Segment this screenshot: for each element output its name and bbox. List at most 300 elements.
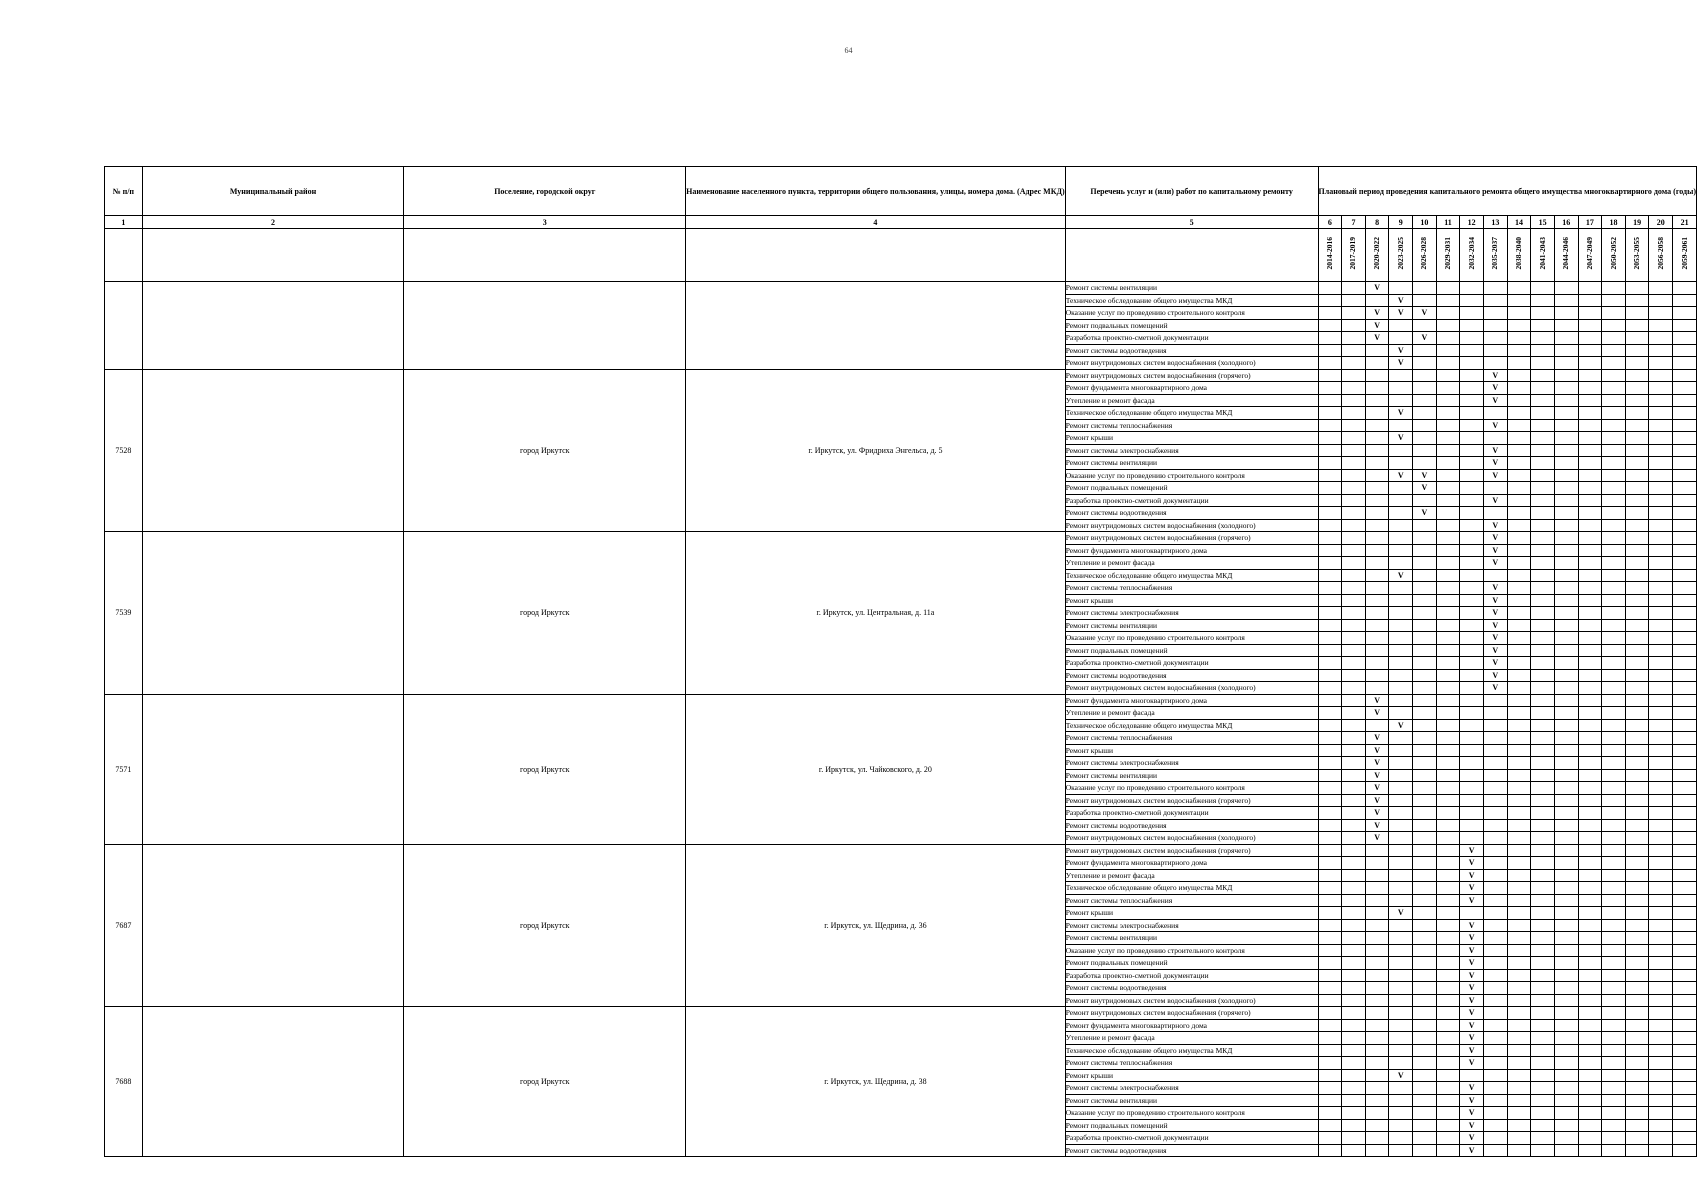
period-cell: [1625, 394, 1649, 407]
period-cell: [1507, 332, 1531, 345]
period-cell: [1554, 919, 1578, 932]
period-cell: [1649, 1119, 1673, 1132]
period-cell: [1436, 669, 1460, 682]
period-cell: [1484, 1132, 1508, 1145]
period-cell: [1578, 469, 1602, 482]
period-cell: [1436, 744, 1460, 757]
work-item: Ремонт внутридомовых систем водоснабжения (горячего): [1065, 794, 1318, 807]
period-cell: [1318, 944, 1342, 957]
period-cell: [1484, 344, 1508, 357]
period-cell: [1436, 332, 1460, 345]
column-number: 3: [404, 216, 686, 229]
column-number: 8: [1365, 216, 1389, 229]
period-cell: [1507, 944, 1531, 957]
period-cell: [1649, 294, 1673, 307]
period-cell: [1484, 707, 1508, 720]
work-item: Ремонт системы электроснабжения: [1065, 757, 1318, 770]
period-mark: V: [1365, 282, 1389, 295]
period-cell: [1649, 844, 1673, 857]
period-cell: [1484, 894, 1508, 907]
period-mark: V: [1365, 732, 1389, 745]
period-cell: [1649, 419, 1673, 432]
period-cell: [1342, 719, 1366, 732]
period-cell: [1365, 519, 1389, 532]
period-cell: [1436, 307, 1460, 320]
period-cell: [1673, 369, 1697, 382]
period-cell: [1649, 782, 1673, 795]
period-cell: [1578, 857, 1602, 870]
period-cell: [1578, 982, 1602, 995]
period-mark: V: [1365, 782, 1389, 795]
period-cell: [1507, 1069, 1531, 1082]
period-cell: [1554, 382, 1578, 395]
period-cell: [1413, 432, 1437, 445]
period-cell: [1602, 782, 1626, 795]
period-cell: [1625, 1032, 1649, 1045]
address-cell: г. Иркутск, ул. Чайковского, д. 20: [686, 694, 1066, 844]
period-cell: [1625, 332, 1649, 345]
period-cell: [1342, 407, 1366, 420]
period-cell: [1318, 1019, 1342, 1032]
period-cell: [1460, 369, 1484, 382]
period-cell: [1578, 932, 1602, 945]
period-cell: [1673, 307, 1697, 320]
period-cell: [1413, 657, 1437, 670]
period-cell: [1554, 844, 1578, 857]
period-cell: [1365, 532, 1389, 545]
period-mark: V: [1413, 482, 1437, 495]
period-cell: [1625, 357, 1649, 370]
column-number: 4: [686, 216, 1066, 229]
period-cell: [1649, 682, 1673, 695]
period-cell: [1602, 607, 1626, 620]
period-cell: [1342, 1044, 1366, 1057]
column-number: 2: [142, 216, 404, 229]
period-cell: [1649, 1144, 1673, 1157]
settlement-cell: город Иркутск: [404, 369, 686, 532]
period-cell: [1318, 632, 1342, 645]
period-cell: [1578, 569, 1602, 582]
period-cell: [1649, 519, 1673, 532]
work-item: Оказание услуг по проведению строительного контроля: [1065, 632, 1318, 645]
period-cell: [1484, 782, 1508, 795]
period-cell: [1413, 869, 1437, 882]
work-item: Ремонт внутридомовых систем водоснабжения (холодного): [1065, 357, 1318, 370]
period-cell: [1342, 994, 1366, 1007]
period-cell: [1625, 982, 1649, 995]
header-address: Наименование населенного пункта, территории общего пользования, улицы, номера дома. (Адрес МКД): [686, 167, 1066, 216]
period-cell: [1484, 1107, 1508, 1120]
period-cell: [1413, 944, 1437, 957]
period-cell: [1389, 944, 1413, 957]
period-label: 2017-2019: [1348, 236, 1358, 270]
period-cell: [1365, 632, 1389, 645]
period-cell: [1342, 632, 1366, 645]
period-cell: [1625, 907, 1649, 920]
period-cell: [1436, 582, 1460, 595]
settlement-cell: город Иркутск: [404, 1007, 686, 1157]
period-cell: [1389, 732, 1413, 745]
period-cell: [1460, 469, 1484, 482]
period-cell: [1484, 1007, 1508, 1020]
period-cell: [1531, 532, 1555, 545]
period-cell: [1484, 744, 1508, 757]
period-cell: [1625, 344, 1649, 357]
period-cell: [1389, 807, 1413, 820]
period-cell: [1531, 482, 1555, 495]
period-cell: [1460, 757, 1484, 770]
work-item: Ремонт системы теплоснабжения: [1065, 419, 1318, 432]
period-cell: [1318, 1069, 1342, 1082]
period-cell: [1413, 407, 1437, 420]
period-cell: [1413, 782, 1437, 795]
period-cell: [1507, 607, 1531, 620]
period-cell: [1413, 532, 1437, 545]
period-header: [1673, 229, 1697, 282]
table-row: [105, 1007, 1697, 1020]
period-cell: [1578, 1132, 1602, 1145]
period-cell: [1602, 632, 1626, 645]
period-mark: V: [1460, 857, 1484, 870]
period-mark: V: [1365, 769, 1389, 782]
period-cell: [1460, 594, 1484, 607]
period-cell: [1578, 732, 1602, 745]
period-cell: [1554, 1144, 1578, 1157]
period-cell: [1578, 307, 1602, 320]
period-cell: [1389, 1082, 1413, 1095]
period-cell: [1484, 794, 1508, 807]
period-cell: [1318, 507, 1342, 520]
period-cell: [1649, 919, 1673, 932]
period-cell: [1318, 819, 1342, 832]
period-cell: [1460, 407, 1484, 420]
period-cell: [1365, 1019, 1389, 1032]
period-cell: [1649, 482, 1673, 495]
period-cell: [1507, 1119, 1531, 1132]
period-cell: [1625, 532, 1649, 545]
column-number: 7: [1342, 216, 1366, 229]
period-cell: [1578, 832, 1602, 845]
period-cell: [1318, 369, 1342, 382]
period-cell: [1436, 732, 1460, 745]
period-cell: [1602, 982, 1626, 995]
period-cell: [1507, 669, 1531, 682]
period-cell: [1531, 982, 1555, 995]
period-cell: [1507, 1132, 1531, 1145]
period-mark: V: [1484, 519, 1508, 532]
period-cell: [1484, 1082, 1508, 1095]
work-item: Разработка проектно-сметной документации: [1065, 1132, 1318, 1145]
period-cell: [1531, 1032, 1555, 1045]
period-cell: [1554, 719, 1578, 732]
period-cell: [1554, 607, 1578, 620]
period-cell: [1507, 894, 1531, 907]
period-cell: [1554, 782, 1578, 795]
period-cell: [1602, 644, 1626, 657]
period-cell: [1389, 282, 1413, 295]
period-cell: [1602, 944, 1626, 957]
period-cell: [1389, 707, 1413, 720]
period-cell: [1413, 857, 1437, 870]
period-cell: [1460, 432, 1484, 445]
period-cell: [1602, 694, 1626, 707]
period-cell: [1554, 1094, 1578, 1107]
period-cell: [1389, 782, 1413, 795]
period-cell: [1436, 1044, 1460, 1057]
period-cell: [1554, 644, 1578, 657]
period-label: 2032-2034: [1466, 236, 1476, 270]
period-cell: [1578, 769, 1602, 782]
period-cell: [1389, 544, 1413, 557]
period-cell: [1318, 707, 1342, 720]
period-cell: [1531, 319, 1555, 332]
period-cell: [1436, 507, 1460, 520]
period-cell: [1673, 1007, 1697, 1020]
period-cell: [1507, 469, 1531, 482]
column-number: 13: [1484, 216, 1508, 229]
period-cell: [1413, 882, 1437, 895]
period-cell: [1318, 432, 1342, 445]
period-cell: [1484, 569, 1508, 582]
period-cell: [1578, 1019, 1602, 1032]
period-cell: [1318, 807, 1342, 820]
district-cell: [142, 844, 404, 1007]
column-number: 19: [1625, 216, 1649, 229]
period-cell: [1365, 657, 1389, 670]
work-item: Разработка проектно-сметной документации: [1065, 657, 1318, 670]
period-cell: [1436, 944, 1460, 957]
period-cell: [1484, 807, 1508, 820]
period-cell: [1318, 919, 1342, 932]
work-item: Ремонт системы вентиляции: [1065, 1094, 1318, 1107]
period-cell: [1673, 719, 1697, 732]
period-cell: [1460, 807, 1484, 820]
period-cell: [1625, 694, 1649, 707]
period-cell: [1484, 932, 1508, 945]
period-cell: [1389, 1144, 1413, 1157]
period-cell: [1436, 394, 1460, 407]
period-cell: [1531, 1082, 1555, 1095]
work-item: Ремонт системы теплоснабжения: [1065, 1057, 1318, 1070]
period-cell: [1460, 282, 1484, 295]
period-cell: [1342, 982, 1366, 995]
period-cell: [1318, 482, 1342, 495]
period-cell: [1413, 819, 1437, 832]
period-cell: [1342, 1094, 1366, 1107]
period-label: 2023-2025: [1395, 236, 1405, 270]
period-cell: [1673, 907, 1697, 920]
period-cell: [1554, 282, 1578, 295]
period-cell: [1673, 994, 1697, 1007]
period-cell: [1365, 507, 1389, 520]
period-cell: [1318, 794, 1342, 807]
period-cell: [1554, 869, 1578, 882]
period-cell: [1507, 907, 1531, 920]
period-cell: [1413, 994, 1437, 1007]
period-cell: [1602, 357, 1626, 370]
period-cell: [1436, 357, 1460, 370]
period-cell: [1436, 1007, 1460, 1020]
period-header: [1318, 229, 1342, 282]
period-cell: [1460, 732, 1484, 745]
period-cell: [1602, 532, 1626, 545]
period-cell: [1460, 819, 1484, 832]
period-cell: [1578, 1107, 1602, 1120]
period-cell: [1365, 957, 1389, 970]
period-cell: [1342, 457, 1366, 470]
period-cell: [1365, 1082, 1389, 1095]
period-cell: [1389, 594, 1413, 607]
period-cell: [1389, 1132, 1413, 1145]
period-cell: [1602, 894, 1626, 907]
column-number: 14: [1507, 216, 1531, 229]
period-cell: [1578, 457, 1602, 470]
house-number: 7688: [105, 1007, 143, 1157]
period-cell: [1602, 619, 1626, 632]
period-cell: [1602, 1107, 1626, 1120]
district-cell: [142, 282, 404, 370]
work-item: Техническое обследование общего имущества МКД: [1065, 882, 1318, 895]
table-row: [105, 369, 1697, 382]
work-item: Техническое обследование общего имущества МКД: [1065, 719, 1318, 732]
period-cell: [1625, 319, 1649, 332]
period-cell: [1389, 919, 1413, 932]
period-cell: [1578, 557, 1602, 570]
period-cell: [1507, 294, 1531, 307]
period-cell: [1578, 1007, 1602, 1020]
district-cell: [142, 1007, 404, 1157]
period-cell: [1342, 394, 1366, 407]
period-cell: [1318, 682, 1342, 695]
period-mark: V: [1460, 869, 1484, 882]
period-cell: [1673, 782, 1697, 795]
period-cell: [1507, 519, 1531, 532]
period-cell: [1507, 382, 1531, 395]
period-cell: [1413, 919, 1437, 932]
period-cell: [1365, 557, 1389, 570]
period-mark: V: [1389, 294, 1413, 307]
district-cell: [142, 532, 404, 695]
period-cell: [1342, 357, 1366, 370]
period-cell: [1531, 407, 1555, 420]
period-cell: [1318, 619, 1342, 632]
period-cell: [1531, 1132, 1555, 1145]
period-mark: V: [1484, 682, 1508, 695]
period-cell: [1484, 1032, 1508, 1045]
period-cell: [1554, 344, 1578, 357]
period-cell: [1318, 282, 1342, 295]
period-cell: [1460, 544, 1484, 557]
period-cell: [1318, 1094, 1342, 1107]
period-cell: [1649, 932, 1673, 945]
period-cell: [1342, 382, 1366, 395]
period-cell: [1554, 469, 1578, 482]
period-cell: [1413, 444, 1437, 457]
period-cell: [1625, 632, 1649, 645]
period-mark: V: [1460, 1019, 1484, 1032]
period-cell: [1318, 307, 1342, 320]
period-cell: [1554, 432, 1578, 445]
period-cell: [1625, 432, 1649, 445]
period-cell: [1625, 282, 1649, 295]
period-cell: [1602, 844, 1626, 857]
period-cell: [1318, 444, 1342, 457]
period-cell: [1507, 557, 1531, 570]
period-cell: [1673, 544, 1697, 557]
period-cell: [1507, 1082, 1531, 1095]
period-mark: V: [1484, 619, 1508, 632]
period-cell: [1673, 969, 1697, 982]
period-cell: [1389, 419, 1413, 432]
period-cell: [1625, 369, 1649, 382]
period-cell: [1413, 1032, 1437, 1045]
period-cell: [1389, 682, 1413, 695]
period-cell: [1673, 332, 1697, 345]
period-cell: [1531, 419, 1555, 432]
period-cell: [1436, 419, 1460, 432]
period-blank-cell: [1065, 229, 1318, 282]
period-cell: [1507, 457, 1531, 470]
period-mark: V: [1460, 844, 1484, 857]
period-cell: [1484, 432, 1508, 445]
period-cell: [1602, 457, 1626, 470]
period-cell: [1318, 1032, 1342, 1045]
period-cell: [1531, 769, 1555, 782]
period-cell: [1436, 1082, 1460, 1095]
period-cell: [1554, 507, 1578, 520]
period-cell: [1531, 694, 1555, 707]
period-cell: [1602, 657, 1626, 670]
period-cell: [1602, 494, 1626, 507]
period-cell: [1413, 557, 1437, 570]
period-cell: [1484, 957, 1508, 970]
period-cell: [1436, 782, 1460, 795]
period-cell: [1389, 694, 1413, 707]
period-cell: [1342, 744, 1366, 757]
period-cell: [1649, 507, 1673, 520]
period-cell: [1318, 1132, 1342, 1145]
period-cell: [1625, 794, 1649, 807]
period-cell: [1578, 1044, 1602, 1057]
period-cell: [1342, 569, 1366, 582]
work-item: Ремонт системы теплоснабжения: [1065, 732, 1318, 745]
period-cell: [1484, 944, 1508, 957]
period-cell: [1436, 1107, 1460, 1120]
house-number: 7571: [105, 694, 143, 844]
period-cell: [1342, 794, 1366, 807]
work-item: Ремонт фундамента многоквартирного дома: [1065, 694, 1318, 707]
period-cell: [1318, 644, 1342, 657]
period-cell: [1365, 857, 1389, 870]
period-cell: [1673, 919, 1697, 932]
period-cell: [1342, 1119, 1366, 1132]
period-cell: [1531, 1057, 1555, 1070]
period-cell: [1578, 644, 1602, 657]
period-cell: [1578, 707, 1602, 720]
period-cell: [1365, 907, 1389, 920]
period-cell: [1318, 557, 1342, 570]
period-cell: [1413, 832, 1437, 845]
period-cell: [1389, 932, 1413, 945]
period-cell: [1602, 544, 1626, 557]
period-mark: V: [1484, 557, 1508, 570]
period-cell: [1554, 769, 1578, 782]
period-cell: [1625, 419, 1649, 432]
period-cell: [1554, 594, 1578, 607]
work-item: Утепление и ремонт фасада: [1065, 557, 1318, 570]
period-cell: [1602, 719, 1626, 732]
work-item: Ремонт системы вентиляции: [1065, 282, 1318, 295]
